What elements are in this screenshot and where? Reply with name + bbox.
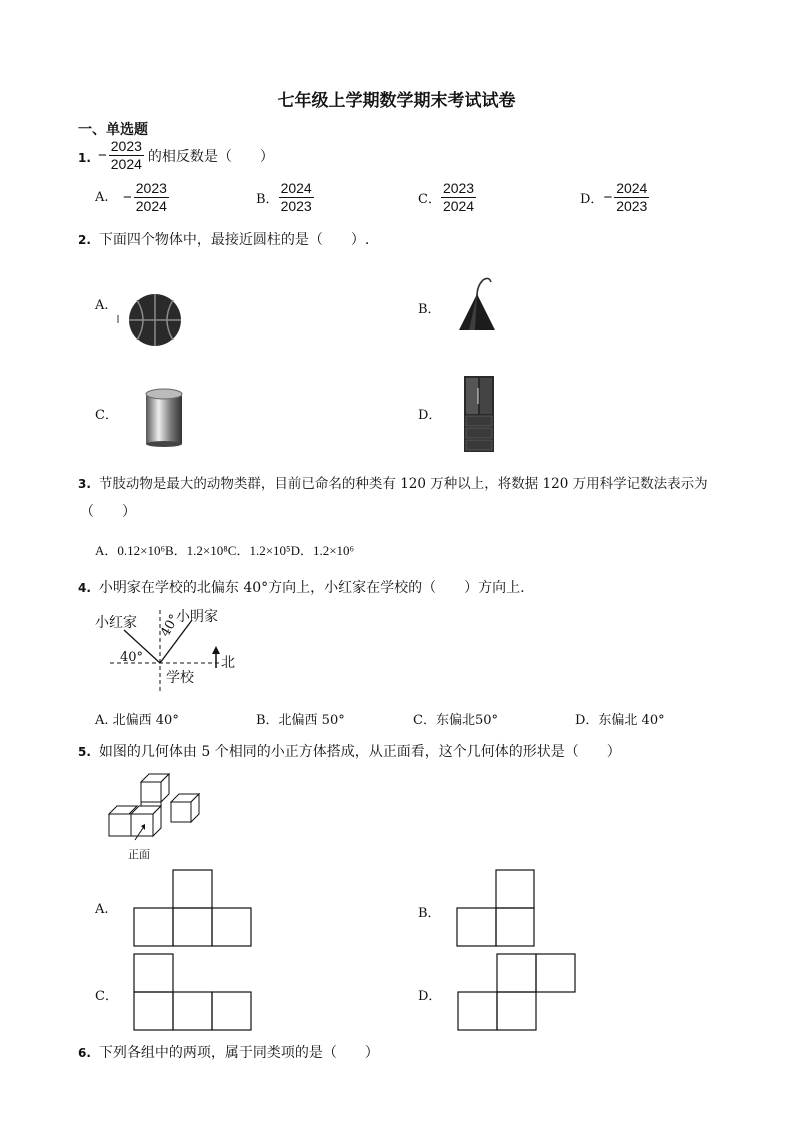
question-1-stem: − $\frac{2023}{2024}$ 的相反数是（ ）	[98, 138, 274, 172]
q5-option-b-shape	[456, 869, 538, 949]
question-2: 2. 下面四个物体中，最接近圆柱的是（ ）.	[78, 232, 370, 248]
cylinder-can-image	[140, 386, 190, 448]
minus-sign: −	[98, 147, 107, 164]
q1-option-b[interactable]: B． $\frac{2024}{2023}$	[256, 180, 312, 214]
basketball-image	[115, 290, 185, 350]
label-angle-top: 40°	[158, 612, 183, 640]
q4-option-d[interactable]: D．东偏北 40°	[575, 713, 665, 728]
question-1-number: 1.	[78, 151, 91, 165]
label-north: 北	[221, 655, 235, 671]
label-front: 正面	[128, 848, 150, 861]
page-title: 七年级上学期数学期末考试试卷	[277, 91, 516, 111]
q5-option-b[interactable]: B．	[418, 906, 441, 921]
q2-option-d[interactable]: D．	[418, 408, 442, 423]
refrigerator-image	[460, 374, 498, 454]
q5-option-a-shape	[133, 869, 255, 949]
q2-option-b[interactable]: B．	[418, 302, 441, 317]
q2-option-c[interactable]: C．	[95, 408, 118, 423]
label-school: 学校	[166, 670, 194, 686]
q1-option-d[interactable]: D．− $\frac{2024}{2023}$	[580, 180, 648, 214]
q5-option-c[interactable]: C．	[95, 989, 118, 1004]
label-xiaoming-home: 小明家	[176, 609, 218, 625]
q3-options[interactable]: A．0.12×10⁶B．1.2×10⁸C．1.2×10⁵D．1.2×10⁶	[95, 543, 355, 558]
q5-option-a[interactable]: A.	[95, 902, 109, 917]
q1-option-a[interactable]: A. − $\frac{2023}{2024}$	[95, 180, 167, 214]
question-3: 3. 节肢动物是最大的动物类群，目前已命名的种类有 120 万种以上，将数据 120 万用科学记数法表示为	[78, 476, 708, 492]
q4-option-a[interactable]: A. 北偏西 40°	[95, 713, 179, 728]
q4-option-c[interactable]: C．东偏北50°	[413, 713, 498, 728]
q5-option-d[interactable]: D．	[418, 989, 442, 1004]
cube-stack-diagram	[105, 770, 210, 850]
question-5: 5. 如图的几何体由 5 个相同的小正方体搭成，从正面看，这个几何体的形状是（ ）	[78, 744, 621, 760]
cone-image	[455, 274, 500, 334]
label-angle-left: 40°	[120, 650, 144, 665]
q5-option-c-shape	[133, 953, 255, 1033]
q4-option-b[interactable]: B．北偏西 50°	[256, 713, 345, 728]
section-heading: 一、单选题	[78, 122, 148, 138]
question-4: 4. 小明家在学校的北偏东 40°方向上，小红家在学校的（ ）方向上.	[78, 580, 525, 596]
question-6: 6. 下列各组中的两项，属于同类项的是（ ）	[78, 1045, 379, 1061]
question-3-paren: （ ）	[80, 504, 136, 520]
q5-option-d-shape	[457, 953, 579, 1033]
q2-option-a[interactable]: A.	[95, 298, 109, 313]
fraction: $\frac{2023}{2024}$	[110, 138, 142, 172]
label-xiaohong-home: 小红家	[95, 615, 137, 631]
q1-option-c[interactable]: C． $\frac{2023}{2024}$	[418, 180, 475, 214]
